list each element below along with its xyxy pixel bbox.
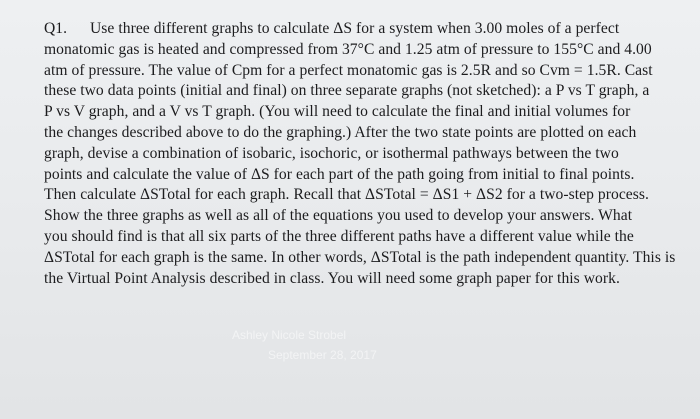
- question-line: you should find is that all six parts of the three different paths have a different value while the: [44, 227, 634, 245]
- question-line: the changes described above to do the graphing.) After the two state points are plotted on each: [44, 123, 637, 141]
- question-line: points and calculate the value of ΔS for each part of the path going from initial to final points.: [44, 165, 635, 183]
- watermark-date: September 28, 2017: [268, 348, 377, 362]
- question-text: [44, 19, 684, 289]
- question-line: ΔSTotal for each graph is the same. In other words, ΔSTotal is the path independent quantity. This is: [44, 248, 676, 266]
- question-line: graph, devise a combination of isobaric, isochoric, or isothermal pathways between the two: [44, 144, 619, 162]
- question-line: Show the three graphs as well as all of the equations you used to develop your answers. What: [44, 207, 633, 225]
- question-line: the Virtual Point Analysis described in class. You will need some graph paper for this work.: [44, 269, 620, 287]
- question-line: Q1. Use three different graphs to calculate ΔS for a system when 3.00 moles of a perfect: [44, 19, 684, 40]
- question-line: atm of pressure. The value of Cpm for a perfect monatomic gas is 2.5R and so Cvm = 1.5R. Cast: [44, 61, 653, 79]
- question-line: these two data points (initial and final) on three separate graphs (not sketched): a P vs T graph, a: [44, 82, 650, 100]
- question-line: Then calculate ΔSTotal for each graph. Recall that ΔSTotal = ΔS1 + ΔS2 for a two-step process.: [44, 186, 649, 204]
- question-number: Q1.: [44, 20, 68, 37]
- watermark-name: Ashley Nicole Strobel: [232, 328, 347, 342]
- question-line: P vs V graph, and a V vs T graph. (You will need to calculate the final and initial volumes for: [44, 103, 631, 121]
- question-line: monatomic gas is heated and compressed from 37°C and 1.25 atm of pressure to 155°C and 4.00: [44, 40, 652, 58]
